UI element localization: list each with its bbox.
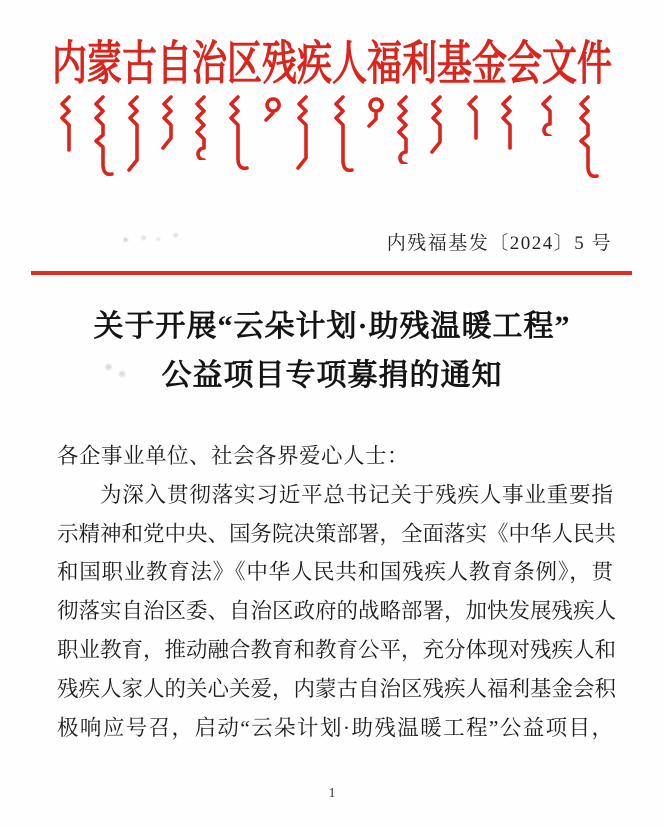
body-text-line: 残疾人家人的关心关爱，内蒙古自治区残疾人福利基金会积: [57, 676, 617, 701]
body-text-line: 彻落实自治区委、自治区政府的战略部署，加快发展残疾人: [57, 599, 617, 624]
doc-number: 内残福基发〔2024〕5 号: [386, 233, 612, 254]
page-number: 1: [328, 786, 336, 801]
mongolian-word-glyph: [577, 94, 599, 180]
scan-smudge-artifact: [100, 360, 134, 380]
mongolian-word-glyph: [58, 94, 80, 152]
mongolian-word-glyph: [126, 94, 148, 172]
salutation-line: 各企事业单位、社会各界爱心人士：: [57, 444, 410, 468]
body-text-line: 示精神和党中央、国务院决策部署，全面落实《中华人民共: [57, 521, 617, 546]
body-text-line: 极响应号召，启动“云朵计划·助残温暖工程”公益项目，: [57, 715, 613, 740]
mongolian-word-glyph: [193, 94, 215, 160]
mongolian-word-glyph: [160, 94, 182, 150]
body-text-line: 为深入贯彻落实习近平总书记关于残疾人事业重要指: [100, 482, 613, 507]
red-divider-line: [31, 271, 632, 275]
body-text-line: 和国职业教育法》《中华人民共和国残疾人教育条例》，贯: [57, 560, 613, 585]
mongolian-word-glyph: [365, 94, 387, 128]
body-paragraph: [57, 437, 617, 747]
scan-smudge-artifact: [118, 232, 182, 245]
mongolian-word-glyph: [262, 94, 284, 122]
body-text-line: 职业教育，推动融合教育和教育公平，充分体现对残疾人和: [57, 637, 617, 662]
mongolian-word-glyph: [465, 94, 487, 140]
notice-title-line2: 公益项目专项募捐的通知: [161, 359, 503, 392]
mongolian-word-glyph: [227, 94, 249, 172]
mongolian-script-icon: [0, 94, 664, 186]
mongolian-word-glyph: [395, 94, 417, 164]
mongolian-word-glyph: [429, 94, 451, 154]
notice-title-line1: 关于开展“云朵计划·助残温暖工程”: [93, 310, 571, 343]
paragraph-lines: [57, 476, 617, 748]
mongolian-word-glyph: [332, 94, 354, 174]
mongolian-word-glyph: [499, 94, 521, 150]
mongolian-word-glyph: [539, 94, 561, 136]
mongolian-word-glyph: [295, 94, 317, 170]
mongolian-word-glyph: [92, 94, 114, 178]
notice-title: [0, 302, 664, 400]
org-title: 内蒙古自治区残疾人福利基金会文件: [51, 37, 612, 91]
